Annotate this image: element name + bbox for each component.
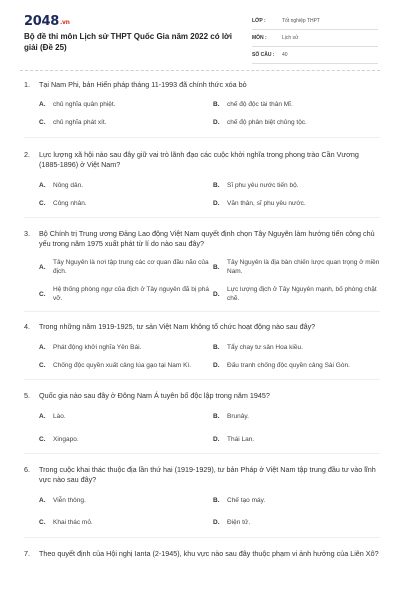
option-a[interactable] (39, 342, 209, 352)
option-text: chủ nghĩa quân phiệt. (53, 100, 116, 108)
option-a[interactable] (39, 99, 209, 109)
site-logo[interactable] (24, 14, 70, 29)
option-text: Tẩy chay tư sản Hoa kiều. (227, 343, 303, 351)
option-text: Phát động khởi nghĩa Yên Bái. (53, 343, 142, 351)
option-d[interactable] (213, 434, 383, 444)
question-number: 2. (24, 150, 30, 159)
option-a[interactable] (39, 180, 209, 190)
meta-value: 40 (282, 52, 288, 58)
option-key: D. (213, 118, 220, 126)
option-text: Brunây. (227, 412, 249, 420)
option-key: D. (213, 518, 220, 526)
question-number: 6. (24, 465, 30, 474)
option-text: Công nhân. (53, 199, 87, 207)
option-text: Lào. (53, 412, 66, 420)
logo-main: 2048 (24, 14, 59, 29)
question-text: Bộ Chính trị Trung ương Đảng Lao động Việt Nam quyết định chọn Tây Nguyên làm hướng tiến công chủ yếu trong năm 1975 xuất phát từ lí do nào sau đây? (39, 229, 375, 248)
question-number: 7. (24, 549, 30, 558)
question-5 (24, 391, 380, 444)
option-c[interactable] (39, 434, 209, 444)
option-key: A. (39, 412, 46, 420)
option-key: A. (39, 100, 46, 108)
option-b[interactable] (213, 342, 383, 352)
meta-row-subject (252, 30, 378, 47)
option-d[interactable] (213, 198, 383, 208)
option-key: C. (39, 118, 46, 126)
question-separator (24, 453, 380, 454)
option-key: A. (39, 263, 46, 271)
option-key: C. (39, 199, 46, 207)
option-key: B. (213, 412, 220, 420)
question-separator (24, 311, 380, 312)
option-a[interactable] (39, 411, 209, 421)
option-text: Chống độc quyền xuất cảng lúa gạo tại Nam Kì. (53, 361, 192, 369)
option-key: A. (39, 181, 46, 189)
option-text: Sĩ phu yêu nước tiến bộ. (227, 181, 299, 189)
option-key: B. (213, 181, 220, 189)
option-text: chủ nghĩa phát xít. (53, 118, 107, 126)
question-2 (24, 150, 380, 208)
option-key: C. (39, 518, 46, 526)
option-key: A. (39, 343, 46, 351)
option-b[interactable] (213, 99, 383, 109)
meta-value: Tốt nghiệp THPT (282, 18, 320, 24)
option-key: C. (39, 361, 46, 369)
option-key: D. (213, 199, 220, 207)
option-key: B. (213, 343, 220, 351)
option-key: B. (213, 496, 220, 504)
option-text: Hệ thống phòng ngự của địch ở Tây nguyên đã bị phá vỡ. (53, 286, 209, 302)
question-number: 3. (24, 229, 30, 238)
option-key: C. (39, 435, 46, 443)
option-key: D. (213, 290, 220, 298)
option-text: chế độ phân biệt chủng tộc. (227, 118, 307, 126)
question-6 (24, 465, 380, 527)
question-number: 4. (24, 322, 30, 331)
meta-label: MÔN : (252, 35, 267, 41)
header-divider (20, 70, 380, 71)
meta-label: SỐ CÂU : (252, 52, 275, 58)
document-header (0, 0, 400, 68)
option-key: C. (39, 290, 46, 298)
question-text: Lực lượng xã hội nào sau đây giữ vai trò lãnh đạo các cuộc khởi nghĩa trong phong trào Cần Vương (1885-1896) ở Việt Nam? (39, 150, 359, 169)
meta-row-count (252, 47, 378, 64)
meta-label: LỚP : (252, 18, 266, 24)
option-d[interactable] (213, 117, 383, 127)
question-1 (24, 80, 380, 127)
question-4 (24, 322, 380, 370)
option-text: Lực lượng địch ở Tây Nguyên mạnh, bố phòng chặt chẽ. (227, 286, 377, 302)
option-key: D. (213, 435, 220, 443)
option-b[interactable] (213, 495, 383, 505)
option-text: Điện tử. (227, 518, 251, 526)
option-text: Chế tạo máy. (227, 496, 266, 504)
option-b[interactable] (213, 411, 383, 421)
option-text: Viễn thông. (53, 496, 86, 504)
option-key: D. (213, 361, 220, 369)
question-number: 5. (24, 391, 30, 400)
meta-table (252, 13, 378, 64)
option-c[interactable] (39, 517, 209, 527)
question-7 (24, 549, 380, 559)
question-text: Trong những năm 1919-1925, tư sản Việt Nam không tổ chức hoạt động nào sau đây? (39, 322, 316, 331)
option-c[interactable] (39, 285, 209, 303)
option-c[interactable] (39, 117, 209, 127)
option-key: B. (213, 263, 220, 271)
question-separator (24, 379, 380, 380)
option-d[interactable] (213, 517, 383, 527)
option-text: Đấu tranh chống độc quyền cảng Sài Gòn. (227, 361, 350, 369)
option-text: chế độ độc tài thân Mĩ. (227, 100, 293, 108)
option-d[interactable] (213, 360, 383, 370)
question-text: Trong cuộc khai thác thuộc địa lần thứ hai (1919-1929), tư bản Pháp ở Việt Nam tập trung đầu tư vào lĩnh vực nào sau đây? (39, 465, 376, 484)
question-separator (24, 537, 380, 538)
option-a[interactable] (39, 258, 209, 276)
question-separator (24, 137, 380, 138)
option-text: Thái Lan. (227, 435, 255, 443)
option-text: Tây Nguyên là nơi tập trung các cơ quan đầu não của địch. (53, 259, 209, 275)
option-key: A. (39, 496, 46, 504)
option-c[interactable] (39, 198, 209, 208)
option-d[interactable] (213, 285, 383, 303)
option-text: Văn thân, sĩ phu yêu nước. (227, 199, 306, 207)
option-text: Xingapo. (53, 435, 79, 443)
question-3 (24, 229, 380, 303)
option-text: Tây Nguyên là địa bàn chiến lược quan trọng ở miền Nam. (227, 259, 380, 275)
question-text: Theo quyết định của Hội nghị Ianta (2-1945), khu vực nào sau đây thuộc phạm vi ảnh hưởng của Liên Xô? (39, 549, 379, 558)
question-text: Tại Nam Phi, bản Hiến pháp tháng 11-1993 đã chính thức xóa bỏ (39, 80, 247, 89)
option-key: B. (213, 100, 220, 108)
option-c[interactable] (39, 360, 209, 370)
meta-row-class (252, 13, 378, 30)
option-text: Nông dân. (53, 181, 83, 189)
option-b[interactable] (213, 180, 383, 190)
option-a[interactable] (39, 495, 209, 505)
meta-value: Lịch sử (282, 35, 299, 41)
option-text: Khai thác mỏ. (53, 518, 93, 526)
question-text: Quốc gia nào sau đây ở Đông Nam Á tuyên bố độc lập trong năm 1945? (39, 391, 270, 400)
option-b[interactable] (213, 258, 383, 276)
question-separator (24, 217, 380, 218)
logo-suffix: .vn (59, 19, 70, 26)
question-list (0, 80, 400, 559)
document-title: Bộ đề thi môn Lịch sử THPT Quốc Gia năm 2022 có lời giải (Đề 25) (24, 32, 232, 52)
question-number: 1. (24, 80, 30, 89)
